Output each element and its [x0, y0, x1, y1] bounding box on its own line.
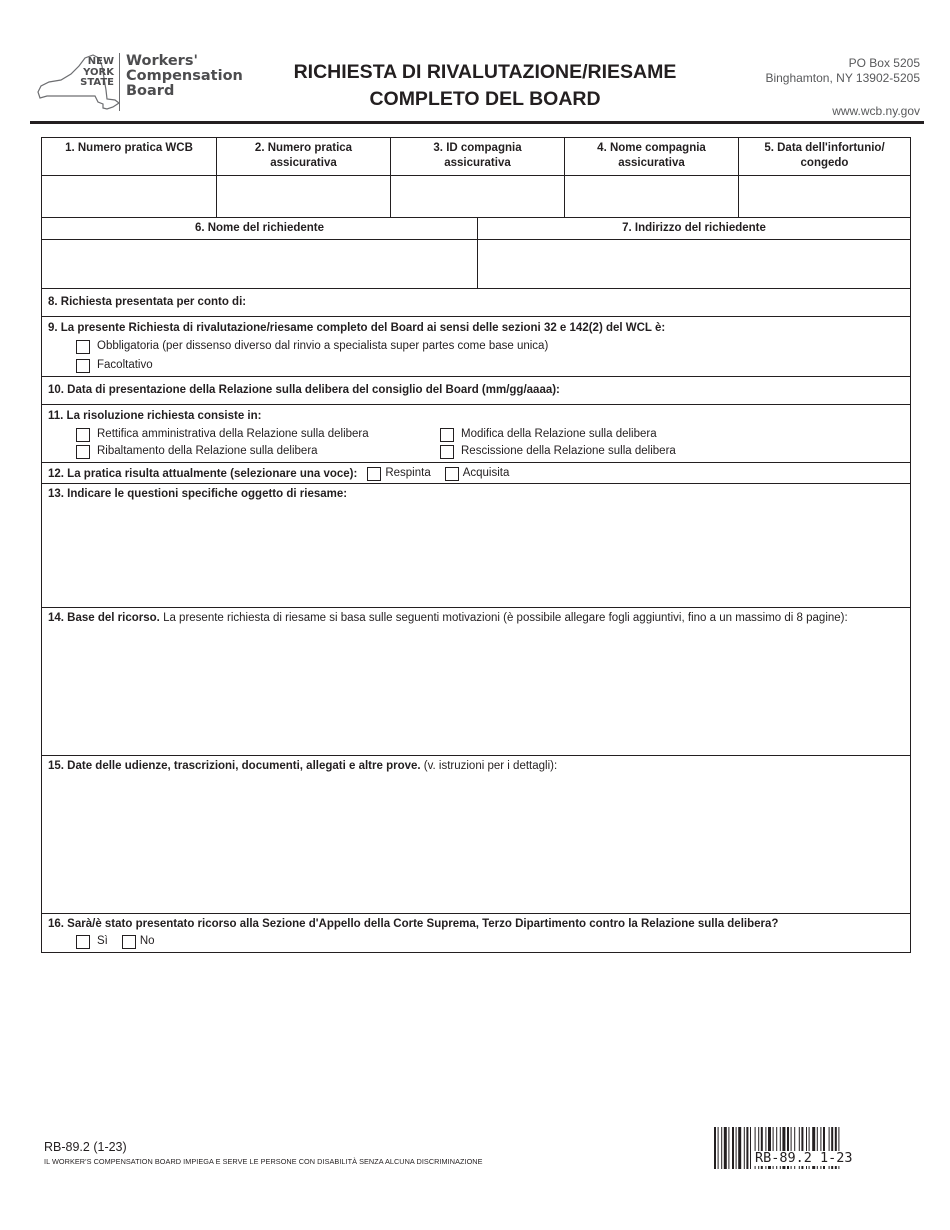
q16-label: 16. Sarà/è stato presentato ricorso alla Sezione d'Appello della Corte Suprema, Terzo Dipartimento contro la Relazione sulla delibera? [48, 918, 779, 930]
q14-label [42, 608, 910, 626]
q11-rescission-checkbox[interactable] [440, 445, 454, 459]
logo-org-line: Board [126, 83, 175, 99]
option-label: Rescissione della Relazione sulla delibera [461, 445, 676, 457]
q13-label: 13. Indicare le questioni specifiche oggetto di riesame: [48, 488, 348, 500]
form-number: RB-89.2 (1-23) [44, 1140, 127, 1154]
label-line: 2. Numero pratica [254, 142, 353, 154]
q16-option-yes[interactable] [76, 933, 108, 950]
q11-option-administrative-correction[interactable] [76, 426, 440, 443]
nondiscrimination-notice: IL WORKER'S COMPENSATION BOARD IMPIEGA E SERVE LE PERSONE CON DISABILITÀ SENZA ALCUNA DISCRIMINAZIONE [44, 1157, 483, 1166]
barcode-bar [746, 1127, 748, 1169]
q9-option-mandatory[interactable] [42, 338, 910, 355]
q10-row[interactable] [42, 376, 910, 404]
label-line: congedo [800, 157, 849, 169]
q12-option-established[interactable] [445, 465, 510, 482]
barcode-bar [750, 1127, 751, 1169]
q9-mandatory-checkbox[interactable] [76, 340, 90, 354]
case-info-header-row [42, 138, 910, 175]
logo-state-text [78, 57, 114, 89]
option-label: Sì [97, 935, 108, 947]
q11-option-rescission[interactable] [440, 443, 676, 460]
q12-established-checkbox[interactable] [445, 467, 459, 481]
logo-state-line: STATE [80, 77, 114, 88]
option-label: Modifica della Relazione sulla delibera [461, 428, 657, 440]
q9-row [42, 316, 910, 376]
carrier-name-label [564, 138, 738, 175]
barcode-text: RB-89.2 1-23 [755, 1150, 853, 1166]
label-line: 4. Nome compagnia [597, 142, 706, 154]
q11-reversal-checkbox[interactable] [76, 445, 90, 459]
date-of-injury-field[interactable] [738, 176, 910, 217]
q11-row [42, 404, 910, 462]
barcode-bar [714, 1127, 716, 1169]
q11-modification-checkbox[interactable] [440, 428, 454, 442]
label-line: 1. Numero pratica WCB [65, 142, 193, 154]
q9-option-optional[interactable] [42, 357, 910, 374]
applicant-address-label: 7. Indirizzo del richiedente [477, 218, 910, 239]
carrier-id-field[interactable] [390, 176, 564, 217]
logo-org-text [126, 54, 243, 99]
q9-label: 9. La presente Richiesta di rivalutazione/riesame completo del Board ai sensi delle sezioni 32 e 142(2) del WCL è: [48, 322, 666, 334]
option-label: Respinta [385, 467, 431, 479]
wcb-case-number-field[interactable] [42, 176, 216, 217]
label-line: 3. ID compagnia [433, 142, 522, 154]
applicant-header-row [42, 217, 910, 239]
carrier-name-field[interactable] [564, 176, 738, 217]
applicant-name-label: 6. Nome del richiedente [194, 222, 325, 234]
q11-option-reversal[interactable] [76, 443, 440, 460]
q9-optional-checkbox[interactable] [76, 359, 90, 373]
q15-label [42, 756, 910, 774]
q15-label-rest: (v. istruzioni per i dettagli): [420, 760, 558, 772]
barcode-bar [744, 1127, 745, 1169]
q12-label: 12. La pratica risulta attualmente (selezionare una voce): [48, 467, 358, 480]
logo-state-line: YORK [83, 66, 114, 78]
option-label: Obbligatoria (per dissenso diverso dal rinvio a specialista super partes come base unica) [97, 340, 549, 352]
q12-row [42, 462, 910, 483]
q11-admin-correction-checkbox[interactable] [76, 428, 90, 442]
page-title [250, 59, 720, 113]
applicant-input-row [42, 239, 910, 288]
barcode-bar [718, 1127, 719, 1169]
q16-option-no[interactable] [122, 933, 155, 950]
label-line: 5. Data dell'infortunio/ [764, 142, 885, 154]
board-website[interactable]: www.wcb.ny.gov [832, 104, 920, 118]
q11-option-modification[interactable] [440, 426, 657, 443]
q14-label-bold: 14. Base del ricorso. [48, 612, 160, 624]
q8-label: 8. Richiesta presentata per conto di: [48, 296, 247, 308]
wcb-case-number-label [42, 138, 216, 175]
q13-row[interactable] [42, 483, 910, 607]
q14-row[interactable] [42, 607, 910, 755]
option-label: Ribaltamento della Relazione sulla delibera [97, 445, 318, 457]
barcode-bar [724, 1127, 727, 1169]
title-line: RICHIESTA DI RIVALUTAZIONE/RIESAME [293, 61, 677, 83]
date-of-injury-label [738, 138, 910, 175]
applicant-address-field[interactable] [477, 240, 910, 288]
q16-no-checkbox[interactable] [122, 935, 136, 949]
q15-row[interactable] [42, 755, 910, 913]
option-label: No [139, 935, 155, 947]
option-label: Facoltativo [97, 359, 153, 371]
q12-option-denied[interactable] [367, 465, 430, 482]
q14-label-rest: La presente richiesta di riesame si basa sulle seguenti motivazioni (è possibile allegare fogli aggiuntivi, fino a un massimo di 8 pagine): [159, 612, 848, 624]
reconsideration-form [41, 137, 911, 953]
address-line: PO Box 5205 [848, 56, 920, 70]
logo-state-line: NEW [87, 56, 114, 67]
option-label: Acquisita [462, 467, 510, 479]
barcode-bar [736, 1127, 737, 1169]
barcode-bar [732, 1127, 734, 1169]
logo-divider [119, 53, 120, 111]
label-line: assicurativa [444, 157, 511, 169]
board-address [765, 56, 920, 86]
carrier-case-number-label [216, 138, 390, 175]
label-line: assicurativa [618, 157, 685, 169]
barcode-bar [721, 1127, 722, 1169]
q15-label-bold: 15. Date delle udienze, trascrizioni, documenti, allegati e altre prove. [48, 760, 421, 772]
q10-label: 10. Data di presentazione della Relazione sulla delibera del consiglio del Board (mm/gg/aaaa): [48, 384, 560, 396]
title-line: COMPLETO DEL BOARD [369, 88, 601, 110]
carrier-id-label [390, 138, 564, 175]
case-info-input-row [42, 175, 910, 217]
q16-yes-checkbox[interactable] [76, 935, 90, 949]
applicant-name-field[interactable] [42, 240, 477, 288]
logo-org-line: Compensation [126, 68, 243, 84]
q11-label: 11. La risoluzione richiesta consiste in: [48, 410, 262, 422]
barcode-bar [728, 1127, 729, 1169]
header-rule [30, 121, 924, 124]
label-line: assicurativa [270, 157, 337, 169]
option-label: Rettifica amministrativa della Relazione sulla delibera [97, 428, 369, 440]
q12-denied-checkbox[interactable] [367, 467, 381, 481]
logo-org-line: Workers' [126, 53, 198, 69]
address-line: Binghamton, NY 13902-5205 [765, 71, 920, 85]
carrier-case-number-field[interactable] [216, 176, 390, 217]
q8-row[interactable] [42, 288, 910, 316]
q16-row [42, 913, 910, 952]
barcode-bar [738, 1127, 741, 1169]
